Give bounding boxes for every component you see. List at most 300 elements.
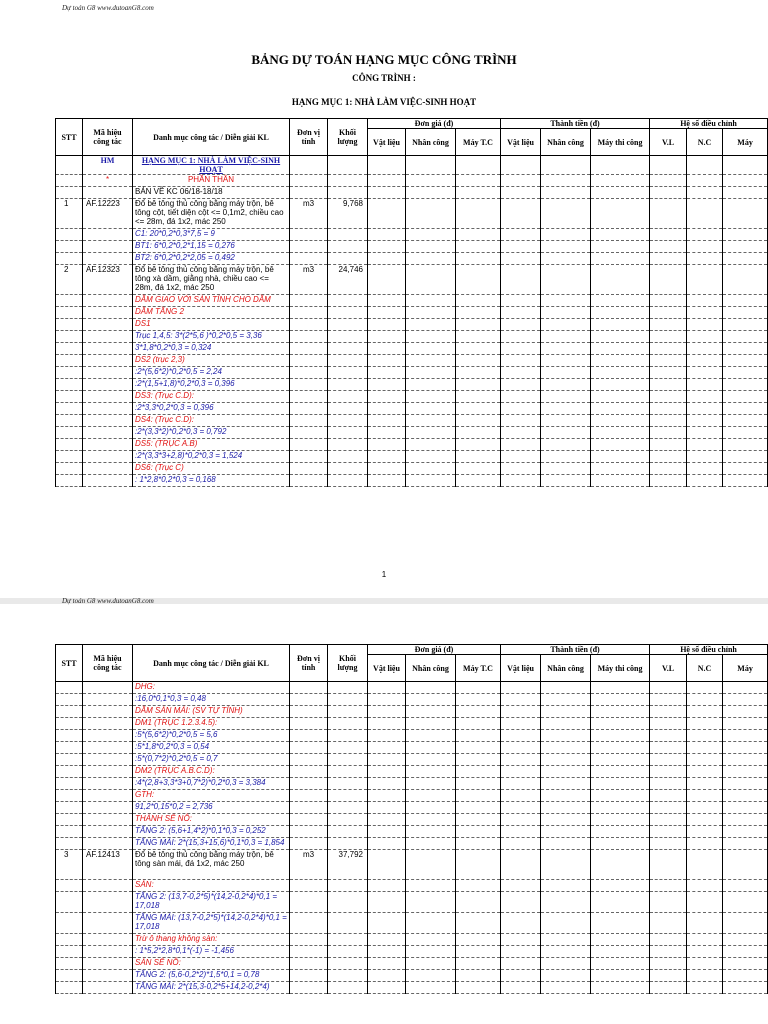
cell-empty [456, 826, 501, 838]
cell-qty [328, 778, 368, 790]
cell-empty [368, 265, 406, 295]
cell-empty [591, 199, 650, 229]
cell-empty [541, 175, 591, 187]
cell-empty [723, 814, 768, 826]
cell-empty [650, 229, 687, 241]
cell-empty [687, 175, 723, 187]
cell-empty [406, 682, 456, 694]
cell-empty [456, 892, 501, 913]
cell-empty [723, 802, 768, 814]
cell-empty [456, 802, 501, 814]
cell-stt [56, 958, 83, 970]
cell-code [83, 682, 133, 694]
cell-empty [723, 331, 768, 343]
cell-empty [687, 463, 723, 475]
cell-empty [501, 415, 541, 427]
cell-empty [541, 156, 591, 175]
cell-empty [723, 778, 768, 790]
cell-stt [56, 742, 83, 754]
cell-stt [56, 391, 83, 403]
cell-empty [368, 892, 406, 913]
cell-stt [56, 946, 83, 958]
cell-empty [723, 367, 768, 379]
cell-empty [541, 958, 591, 970]
cell-empty [501, 946, 541, 958]
cell-empty [591, 241, 650, 253]
cell-stt [56, 694, 83, 706]
cell-qty [328, 253, 368, 265]
cell-desc: DS2 (trục 2,3) [133, 355, 290, 367]
cell-empty [541, 838, 591, 850]
cell-stt [56, 778, 83, 790]
cell-empty [687, 802, 723, 814]
cell-empty [650, 343, 687, 355]
cell-empty [406, 790, 456, 802]
cell-qty [328, 706, 368, 718]
cell-empty [650, 367, 687, 379]
cell-unit [290, 958, 328, 970]
cell-empty [591, 415, 650, 427]
cell-qty [328, 241, 368, 253]
cell-unit [290, 391, 328, 403]
cell-code [83, 766, 133, 778]
cell-empty [406, 265, 456, 295]
cell-empty [501, 451, 541, 463]
cell-desc: BẢN VẼ KC 06/18-18/18 [133, 187, 290, 199]
cell-empty [368, 730, 406, 742]
cell-stt [56, 913, 83, 934]
cell-empty [368, 319, 406, 331]
cell-empty [591, 880, 650, 892]
cell-empty [456, 199, 501, 229]
cell-empty [501, 892, 541, 913]
header-nc: N.C [687, 655, 723, 682]
cell-empty [591, 913, 650, 934]
cell-empty [591, 427, 650, 439]
cell-empty [723, 475, 768, 487]
cell-empty [650, 982, 687, 994]
cell-empty [456, 156, 501, 175]
header-nc: N.C [687, 129, 723, 156]
table-row [56, 253, 768, 265]
cell-empty [541, 754, 591, 766]
header-vat-lieu: Vật liệu [368, 655, 406, 682]
table-row [56, 694, 768, 706]
cell-code [83, 241, 133, 253]
cell-unit [290, 187, 328, 199]
cell-empty [406, 451, 456, 463]
cell-empty [687, 253, 723, 265]
cell-empty [591, 790, 650, 802]
cell-empty [591, 892, 650, 913]
cell-empty [368, 880, 406, 892]
cell-empty [406, 241, 456, 253]
header-may-tc: Máy T.C [456, 655, 501, 682]
cell-empty [650, 850, 687, 880]
cell-stt [56, 463, 83, 475]
cell-qty [328, 439, 368, 451]
header-nhan-cong: Nhân công [406, 129, 456, 156]
cell-qty [328, 295, 368, 307]
cell-empty [456, 838, 501, 850]
header-unit-price: Đơn giá (đ) [368, 645, 501, 655]
cell-empty [650, 838, 687, 850]
cell-desc: :2*(3,3*2)*0,2*0,3 = 0,792 [133, 427, 290, 439]
cell-empty [650, 958, 687, 970]
cell-desc: DẦM SÀN MÁI: (SV TỰ TÍNH) [133, 706, 290, 718]
cell-empty [650, 295, 687, 307]
title-main: BẢNG DỰ TOÁN HẠNG MỤC CÔNG TRÌNH [251, 52, 517, 67]
cell-unit [290, 802, 328, 814]
cell-empty [456, 439, 501, 451]
table-row [56, 958, 768, 970]
cell-qty [328, 229, 368, 241]
cell-stt [56, 682, 83, 694]
table-row [56, 343, 768, 355]
cell-empty [541, 379, 591, 391]
cell-code [83, 790, 133, 802]
cell-stt [56, 838, 83, 850]
cell-stt: 2 [56, 265, 83, 295]
cell-empty [650, 403, 687, 415]
cell-empty [650, 742, 687, 754]
cell-empty [456, 694, 501, 706]
cell-empty [501, 475, 541, 487]
header-nhan-cong: Nhân công [541, 129, 591, 156]
cell-desc: DHG: [133, 682, 290, 694]
cell-stt [56, 295, 83, 307]
cell-empty [456, 982, 501, 994]
cell-empty [456, 229, 501, 241]
cell-empty [368, 718, 406, 730]
cell-unit [290, 156, 328, 175]
cell-empty [368, 253, 406, 265]
cell-empty [687, 946, 723, 958]
cell-empty [501, 355, 541, 367]
cell-empty [723, 451, 768, 463]
cell-code [83, 778, 133, 790]
cell-empty [687, 265, 723, 295]
cell-empty [687, 892, 723, 913]
table-row [56, 475, 768, 487]
cell-stt [56, 802, 83, 814]
cell-unit [290, 892, 328, 913]
cell-qty [328, 970, 368, 982]
cell-code [83, 295, 133, 307]
cell-code [83, 379, 133, 391]
cell-qty [328, 451, 368, 463]
cell-empty [541, 319, 591, 331]
cell-qty [328, 754, 368, 766]
cell-empty [368, 970, 406, 982]
cell-qty [328, 331, 368, 343]
header-unit: Đơn vị tính [290, 645, 328, 682]
cell-empty [456, 850, 501, 880]
table-row [56, 319, 768, 331]
cell-empty [687, 187, 723, 199]
table-row [56, 754, 768, 766]
cell-empty [541, 913, 591, 934]
cell-desc: TẦNG 2: (5,6+1,4*2)*0,1*0,3 = 0,252 [133, 826, 290, 838]
cell-empty [723, 156, 768, 175]
cell-empty [368, 331, 406, 343]
cell-empty [650, 718, 687, 730]
cell-empty [650, 415, 687, 427]
cell-empty [501, 427, 541, 439]
cell-empty [541, 241, 591, 253]
cell-empty [591, 475, 650, 487]
cell-empty [591, 355, 650, 367]
table-row [56, 463, 768, 475]
cell-empty [501, 694, 541, 706]
header-desc: Danh mục công tác / Diễn giải KL [133, 119, 290, 156]
cell-code: * [83, 175, 133, 187]
cell-desc: DẦM TẦNG 2 [133, 307, 290, 319]
cell-empty [541, 742, 591, 754]
cell-empty [406, 156, 456, 175]
cell-code [83, 958, 133, 970]
cell-empty [687, 241, 723, 253]
header-stt: STT [56, 119, 83, 156]
cell-empty [591, 307, 650, 319]
cell-empty [541, 295, 591, 307]
cell-empty [406, 343, 456, 355]
cell-unit [290, 355, 328, 367]
cell-empty [687, 754, 723, 766]
cell-empty [501, 754, 541, 766]
table-row [56, 892, 768, 913]
cell-qty [328, 379, 368, 391]
cell-unit [290, 742, 328, 754]
cell-qty [328, 892, 368, 913]
cell-empty [456, 970, 501, 982]
cell-qty [328, 403, 368, 415]
cell-code: AF.12223 [83, 199, 133, 229]
cell-empty [368, 694, 406, 706]
cell-empty [650, 913, 687, 934]
cell-empty [406, 913, 456, 934]
cell-desc: Trục 1,4,5: 3*(2*5,6 )*0,2*0,5 = 3,36 [133, 331, 290, 343]
cell-empty [368, 958, 406, 970]
cell-code [83, 331, 133, 343]
cell-empty [650, 475, 687, 487]
header-qty: Khối lượng [328, 119, 368, 156]
table-row [56, 790, 768, 802]
cell-empty [368, 982, 406, 994]
cell-empty [591, 463, 650, 475]
cell-empty [456, 814, 501, 826]
cell-empty [541, 187, 591, 199]
cell-empty [541, 343, 591, 355]
cell-empty [406, 379, 456, 391]
cell-empty [501, 156, 541, 175]
cell-empty [723, 826, 768, 838]
cell-empty [650, 175, 687, 187]
cell-empty [687, 415, 723, 427]
header-vl: V.L [650, 129, 687, 156]
table-row [56, 970, 768, 982]
cell-qty: 9,768 [328, 199, 368, 229]
cell-empty [687, 331, 723, 343]
cell-stt [56, 253, 83, 265]
cell-empty [650, 379, 687, 391]
cell-code [83, 838, 133, 850]
cell-qty [328, 766, 368, 778]
table-row [56, 415, 768, 427]
cell-stt [56, 766, 83, 778]
estimate-table-page-2 [55, 644, 768, 994]
cell-empty [723, 379, 768, 391]
cell-empty [406, 742, 456, 754]
cell-unit [290, 838, 328, 850]
cell-empty [723, 706, 768, 718]
cell-code [83, 355, 133, 367]
cell-desc: DM1 (TRỤC 1.2.3.4.5): [133, 718, 290, 730]
cell-empty [406, 814, 456, 826]
cell-qty [328, 156, 368, 175]
cell-desc: SÀN: [133, 880, 290, 892]
cell-desc: Đổ bê tông thủ công bằng máy trộn, bê tông cột, tiết diện cột <= 0,1m2, chiều cao <= 28m, đá 1x2, mác 250 [133, 199, 290, 229]
cell-empty [368, 451, 406, 463]
cell-code [83, 187, 133, 199]
cell-code [83, 814, 133, 826]
cell-empty [687, 934, 723, 946]
cell-empty [456, 682, 501, 694]
cell-code [83, 451, 133, 463]
cell-empty [591, 451, 650, 463]
cell-empty [541, 415, 591, 427]
cell-empty [368, 706, 406, 718]
cell-empty [591, 319, 650, 331]
cell-empty [406, 391, 456, 403]
cell-qty [328, 730, 368, 742]
cell-empty [456, 934, 501, 946]
cell-qty [328, 427, 368, 439]
cell-empty [456, 742, 501, 754]
cell-empty [456, 253, 501, 265]
cell-empty [406, 229, 456, 241]
cell-unit [290, 718, 328, 730]
cell-unit: m3 [290, 199, 328, 229]
cell-code [83, 730, 133, 742]
cell-empty [368, 415, 406, 427]
cell-empty [687, 913, 723, 934]
cell-empty [406, 880, 456, 892]
cell-empty [501, 958, 541, 970]
cell-empty [501, 439, 541, 451]
cell-empty [541, 331, 591, 343]
cell-empty [650, 970, 687, 982]
cell-empty [501, 718, 541, 730]
cell-empty [368, 379, 406, 391]
cell-code [83, 982, 133, 994]
cell-stt [56, 331, 83, 343]
cell-empty [406, 253, 456, 265]
cell-empty [723, 718, 768, 730]
cell-empty [650, 814, 687, 826]
table-row [56, 367, 768, 379]
cell-empty [541, 403, 591, 415]
cell-qty [328, 982, 368, 994]
cell-unit [290, 307, 328, 319]
table-row [56, 331, 768, 343]
cell-empty [650, 187, 687, 199]
cell-empty [368, 742, 406, 754]
cell-empty [591, 730, 650, 742]
cell-empty [723, 229, 768, 241]
cell-empty [456, 295, 501, 307]
cell-empty [541, 265, 591, 295]
cell-empty [501, 241, 541, 253]
header-may: Máy [723, 129, 768, 156]
cell-empty [650, 439, 687, 451]
cell-qty [328, 694, 368, 706]
cell-empty [501, 307, 541, 319]
cell-empty [501, 778, 541, 790]
cell-empty [723, 253, 768, 265]
cell-empty [591, 754, 650, 766]
cell-empty [723, 694, 768, 706]
header-unit-price: Đơn giá (đ) [368, 119, 501, 129]
table-row [56, 156, 768, 175]
cell-empty [456, 367, 501, 379]
cell-empty [723, 391, 768, 403]
cell-code [83, 319, 133, 331]
cell-empty [723, 682, 768, 694]
cell-empty [456, 913, 501, 934]
cell-empty [591, 970, 650, 982]
cell-stt [56, 241, 83, 253]
table-row [56, 718, 768, 730]
cell-empty [591, 826, 650, 838]
header-unit: Đơn vị tính [290, 119, 328, 156]
header-may-thi-cong: Máy thi công [591, 129, 650, 156]
cell-empty [456, 754, 501, 766]
header-may: Máy [723, 655, 768, 682]
cell-empty [501, 913, 541, 934]
table-row [56, 880, 768, 892]
cell-empty [541, 850, 591, 880]
cell-empty [541, 934, 591, 946]
cell-desc: Trừ ô thang không sàn: [133, 934, 290, 946]
table-row [56, 403, 768, 415]
cell-empty [723, 319, 768, 331]
cell-empty [687, 295, 723, 307]
cell-empty [501, 850, 541, 880]
cell-qty [328, 343, 368, 355]
cell-empty [541, 427, 591, 439]
cell-unit [290, 439, 328, 451]
cell-empty [368, 229, 406, 241]
cell-empty [456, 790, 501, 802]
cell-empty [591, 742, 650, 754]
cell-empty [541, 814, 591, 826]
cell-desc: : 1*5,2*2,8*0,1*(-1) = -1,456 [133, 946, 290, 958]
table-row [56, 766, 768, 778]
cell-empty [591, 295, 650, 307]
cell-unit [290, 730, 328, 742]
cell-empty [687, 694, 723, 706]
cell-unit [290, 913, 328, 934]
cell-unit [290, 706, 328, 718]
cell-empty [650, 826, 687, 838]
table-row [56, 229, 768, 241]
cell-empty [687, 880, 723, 892]
cell-empty [723, 766, 768, 778]
cell-empty [456, 766, 501, 778]
cell-empty [368, 766, 406, 778]
cell-empty [501, 229, 541, 241]
